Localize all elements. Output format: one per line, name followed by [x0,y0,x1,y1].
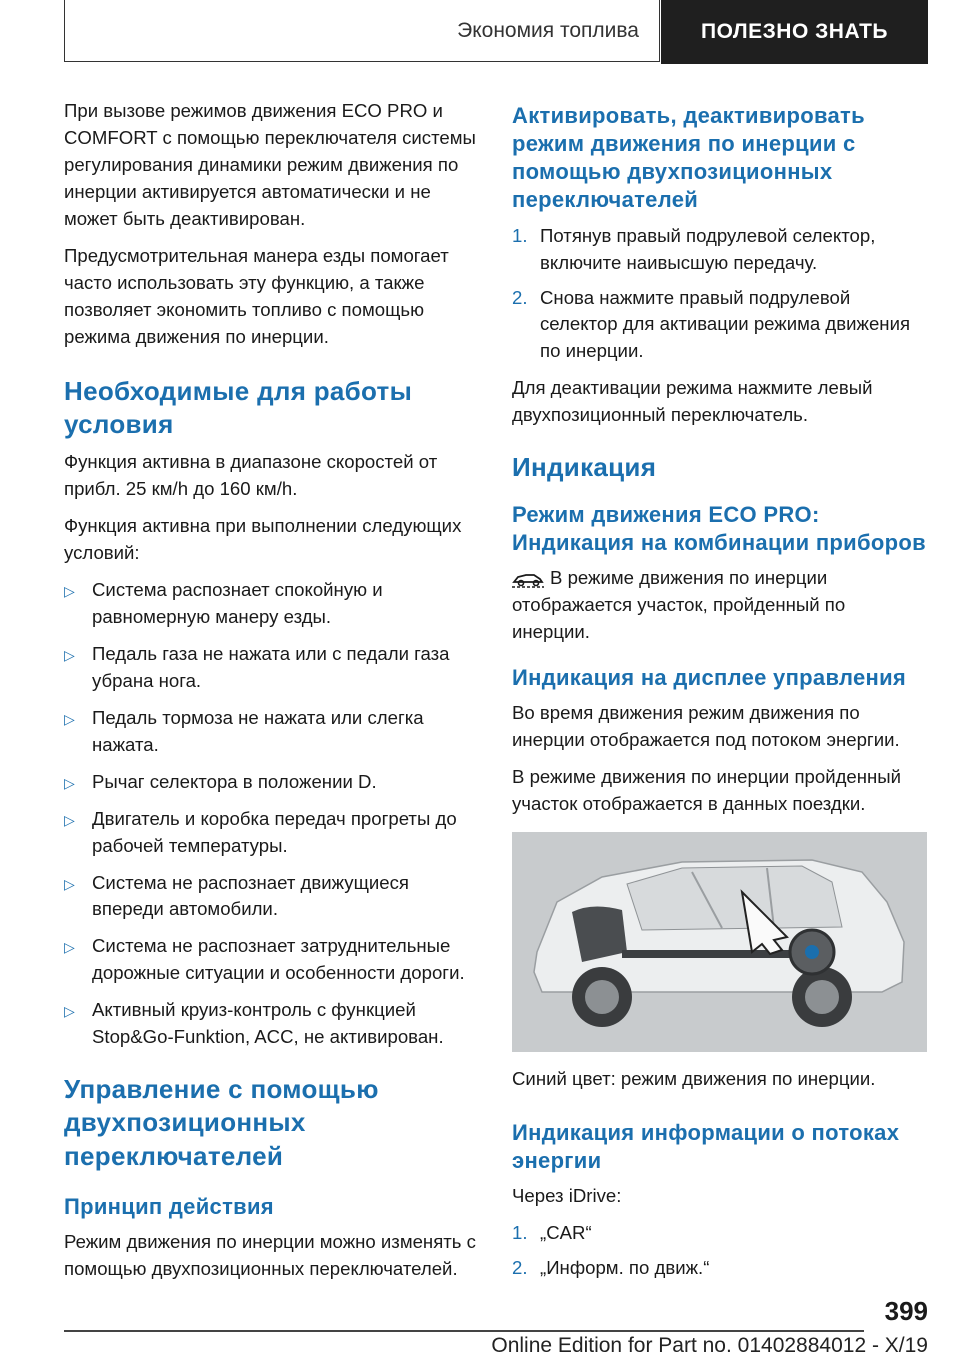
deactivate-text: Для деактивации режима нажмите левый двухпозиционный переключатель. [512,377,873,426]
section-tab[interactable]: Экономия топлива [64,0,660,62]
energy-intro: Через iDrive: [512,1184,622,1206]
footer-edition: Online Edition for Part no. 01402884012 - X/19 [491,1334,928,1357]
figure-caption: Синий цвет: режим движения по инерции. [512,1067,876,1089]
activate-heading: Активировать, деактивировать режим движения по инерции с помощью двухпозиционных переключателей [512,103,865,213]
list-item: 1. Потянув правый подрулевой селектор, включите наивысшую передачу. [512,224,876,273]
intro-paragraph-1: При вызове режимов движения ECO PRO и COMFORT с помощью переключателя системы регулирования динамики режим движения по инерции активируется автоматически и не может быть деактивирован. [64,100,476,229]
list-item: ▷ Педаль газа не нажата или с педали газа убрана нога. [64,642,450,691]
principle-text: Режим движения по инерции можно изменять с помощью двухпозиционных переключателей. [64,1231,476,1280]
triangle-bullet-icon: ▷ [64,1003,75,1020]
triangle-bullet-icon: ▷ [64,710,75,727]
conditions-list [64,577,479,1051]
list-item: 2. Снова нажмите правый подрулевой селектор для активации режима движения по инерции. [512,286,911,362]
triangle-bullet-icon: ▷ [64,939,75,956]
eco-heading: Режим движения ECO PRO: Индикация на комбинации приборов [512,501,926,555]
principle-heading: Принцип действия [64,1194,274,1220]
footer-divider [64,1330,864,1332]
header-tabs [64,0,928,64]
list-item: ▷ Двигатель и коробка передач прогреты до рабочей температуры. [64,807,457,856]
intro-paragraph-2: Предусмотрительная манера езды помогает часто использовать эту функцию, а также позволяет экономить топливо с помощью режима движения по инерции. [64,244,449,347]
control-display-paragraph-1: Во время движения режим движения по инерции отображается под потоком энергии. [512,701,900,750]
energy-steps [512,1220,927,1282]
right-column [512,98,927,1292]
list-item: 1. „CAR“ [512,1221,592,1243]
display-heading: Индикация [512,452,657,483]
car-drivetrain-figure [512,832,927,1052]
control-heading: Управление с помощью двухпозиционных переключателей [64,1074,379,1171]
energy-heading: Индикация информации о потоках энергии [512,1119,900,1173]
list-item: ▷ Система не распознает затруднительные дорожные ситуации и особенности дороги. [64,935,465,984]
eco-text: В режиме движения по инерции отображается участок, пройденный по инерции. [512,566,846,642]
triangle-bullet-icon: ▷ [64,875,75,892]
triangle-bullet-icon: ▷ [64,646,75,663]
conditions-heading: Необходимые для работы условия [64,375,413,439]
speed-range-text: Функция активна в диапазоне скоростей от прибл. 25 км/h до 160 км/h. [64,451,438,500]
list-item: ▷ Педаль тормоза не нажата или слегка нажата. [64,706,424,755]
list-item: ▷ Система распознает спокойную и равномерную манеру езды. [64,578,383,627]
coasting-car-icon [512,570,544,588]
list-item: ▷ Система не распознает движущиеся впереди автомобили. [64,871,409,920]
control-display-heading: Индикация на дисплее управления [512,664,907,690]
list-item: ▷ Активный круиз-контроль с функцией Stop&Go-Funktion, ACC, не активирован. [64,999,444,1048]
activate-steps [512,223,927,366]
conditions-intro: Функция активна при выполнении следующих условий: [64,515,462,563]
page-number: 399 [884,1296,928,1326]
list-item: 2. „Информ. по движ.“ [512,1256,710,1278]
triangle-bullet-icon: ▷ [64,774,75,791]
chapter-tab[interactable]: ПОЛЕЗНО ЗНАТЬ [661,0,928,64]
left-column [64,98,479,1293]
control-display-paragraph-2: В режиме движения по инерции пройденный участок отображается в данных поездки. [512,765,902,814]
triangle-bullet-icon: ▷ [64,811,75,828]
car-drivetrain-illustration [512,832,927,1052]
list-item: ▷ Рычаг селектора в положении D. [64,770,377,792]
triangle-bullet-icon: ▷ [64,582,75,599]
